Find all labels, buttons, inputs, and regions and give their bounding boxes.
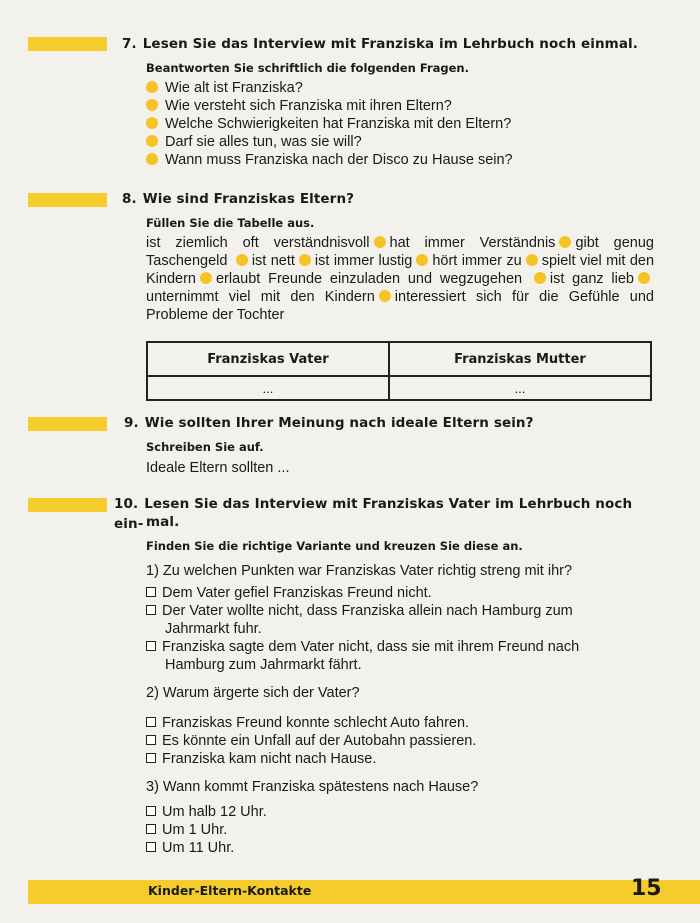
question-item — [146, 79, 303, 97]
exercise-title-text: Wie sollten Ihrer Meinung nach ideale Eltern sein? — [144, 415, 534, 431]
exercise-number: 9. — [124, 415, 139, 431]
question-item — [146, 151, 513, 169]
checkbox-icon[interactable] — [146, 753, 156, 763]
checkbox-icon[interactable] — [146, 806, 156, 816]
checkbox-icon[interactable] — [146, 605, 156, 615]
phrase-list — [146, 234, 654, 324]
option-text: Der Vater wollte nicht, dass Franziska allein nach Hamburg zum — [162, 603, 573, 619]
bullet-dot-icon — [146, 153, 158, 165]
bullet-dot-icon — [416, 254, 428, 266]
question-text: Wie alt ist Franziska? — [165, 80, 303, 96]
phrase: interessiert sich für die Gefühle und Probleme der Tochter — [146, 289, 654, 323]
phrase: ist ziemlich oft verständnisvoll — [146, 235, 370, 251]
footer-bar — [28, 880, 700, 904]
phrase: ist immer lustig — [314, 253, 413, 269]
parents-table — [146, 341, 652, 401]
option-item[interactable] — [146, 821, 654, 839]
question-text: Darf sie alles tun, was sie will? — [165, 134, 362, 150]
phrase: unternimmt viel mit den Kindern — [146, 289, 375, 305]
option-text: Dem Vater gefiel Franziskas Freund nicht. — [162, 585, 432, 601]
exercise-7-title — [122, 34, 650, 54]
footer-title: Kinder-Eltern-Kontakte — [148, 883, 312, 898]
question-text: Wie versteht sich Franziska mit ihren Eltern? — [165, 98, 452, 114]
table-header-father: Franziskas Vater — [147, 342, 389, 376]
option-item[interactable] — [146, 638, 654, 674]
exercise-8-marker — [28, 193, 107, 207]
bullet-dot-icon — [379, 290, 391, 302]
phrase: hört immer zu — [432, 253, 522, 269]
exercise-8-instruction: Füllen Sie die Tabelle aus. — [146, 216, 315, 230]
option-text-continued: Jahrmarkt fuhr. — [165, 621, 262, 637]
option-text: Um 11 Uhr. — [162, 840, 235, 856]
phrase: ist nett — [251, 253, 295, 269]
bullet-dot-icon — [374, 236, 386, 248]
question-item — [146, 133, 362, 151]
phrase: spielt viel mit den Kindern — [146, 253, 655, 287]
exercise-9-instruction: Schreiben Sie auf. — [146, 440, 264, 454]
question-item — [146, 115, 511, 133]
checkbox-icon[interactable] — [146, 717, 156, 727]
option-text-continued: Hamburg zum Jahrmarkt fährt. — [165, 657, 362, 673]
exercise-9-text[interactable]: Ideale Eltern sollten ... — [146, 460, 290, 476]
table-cell-father[interactable]: ... — [147, 376, 389, 400]
option-text: Franziska kam nicht nach Hause. — [162, 751, 377, 767]
question-1: 1) Zu welchen Punkten war Franziskas Vater richtig streng mit ihr? — [146, 563, 573, 579]
checkbox-icon[interactable] — [146, 641, 156, 651]
option-item[interactable] — [146, 714, 654, 732]
phrase: ist ganz lieb — [549, 271, 634, 287]
checkbox-icon[interactable] — [146, 735, 156, 745]
option-text: Es könnte ein Unfall auf der Autobahn passieren. — [162, 733, 477, 749]
exercise-7-marker — [28, 37, 107, 51]
option-text: Um halb 12 Uhr. — [162, 804, 267, 820]
phrase: erlaubt Freunde einzuladen und wegzugehen — [215, 271, 523, 287]
table-cell-mother[interactable]: ... — [389, 376, 651, 400]
exercise-9-title — [124, 413, 650, 433]
option-text: Franziskas Freund konnte schlecht Auto fahren. — [162, 715, 470, 731]
exercise-title-text: Lesen Sie das Interview mit Franziska im Lehrbuch noch einmal. — [142, 36, 638, 52]
option-text: Um 1 Uhr. — [162, 822, 228, 838]
bullet-dot-icon — [299, 254, 311, 266]
bullet-dot-icon — [146, 81, 158, 93]
checkbox-icon[interactable] — [146, 824, 156, 834]
question-text: Welche Schwierigkeiten hat Franziska mit den Eltern? — [165, 116, 512, 132]
bullet-dot-icon — [534, 272, 546, 284]
exercise-title-text: Wie sind Franziskas Eltern? — [142, 191, 355, 207]
option-item[interactable] — [146, 839, 654, 857]
phrase: gibt genug Taschengeld — [146, 235, 654, 269]
bullet-dot-icon — [526, 254, 538, 266]
checkbox-icon[interactable] — [146, 587, 156, 597]
table-header-mother: Franziskas Mutter — [389, 342, 651, 376]
exercise-number: 7. — [122, 36, 137, 52]
exercise-10-instruction: Finden Sie die richtige Variante und kreuzen Sie diese an. — [146, 539, 523, 553]
exercise-7-instruction: Beantworten Sie schriftlich die folgenden Fragen. — [146, 61, 469, 75]
page-number: 15 — [631, 876, 662, 901]
exercise-10-title-continued: mal. — [146, 514, 180, 530]
exercise-9-marker — [28, 417, 107, 431]
question-item — [146, 97, 452, 115]
checkbox-icon[interactable] — [146, 842, 156, 852]
option-item[interactable] — [146, 584, 654, 602]
bullet-dot-icon — [559, 236, 571, 248]
bullet-dot-icon — [236, 254, 248, 266]
exercise-number: 8. — [122, 191, 137, 207]
exercise-title-text: Lesen Sie das Interview mit Franziskas Vater im Lehrbuch noch ein- — [114, 496, 633, 532]
exercise-10-marker — [28, 498, 107, 512]
bullet-dot-icon — [638, 272, 650, 284]
option-text: Franziska sagte dem Vater nicht, dass sie mit ihrem Freund nach — [162, 639, 580, 655]
bullet-dot-icon — [146, 117, 158, 129]
exercise-number: 10. — [114, 496, 139, 512]
exercise-8-title — [122, 189, 650, 209]
option-item[interactable] — [146, 750, 654, 768]
option-item[interactable] — [146, 602, 654, 638]
bullet-dot-icon — [146, 135, 158, 147]
phrase: hat immer Verständnis — [389, 235, 556, 251]
bullet-dot-icon — [200, 272, 212, 284]
question-3: 3) Wann kommt Franziska spätestens nach Hause? — [146, 779, 479, 795]
question-text: Wann muss Franziska nach der Disco zu Hause sein? — [165, 152, 513, 168]
bullet-dot-icon — [146, 99, 158, 111]
option-item[interactable] — [146, 732, 654, 750]
question-2: 2) Warum ärgerte sich der Vater? — [146, 685, 360, 701]
option-item[interactable] — [146, 803, 654, 821]
